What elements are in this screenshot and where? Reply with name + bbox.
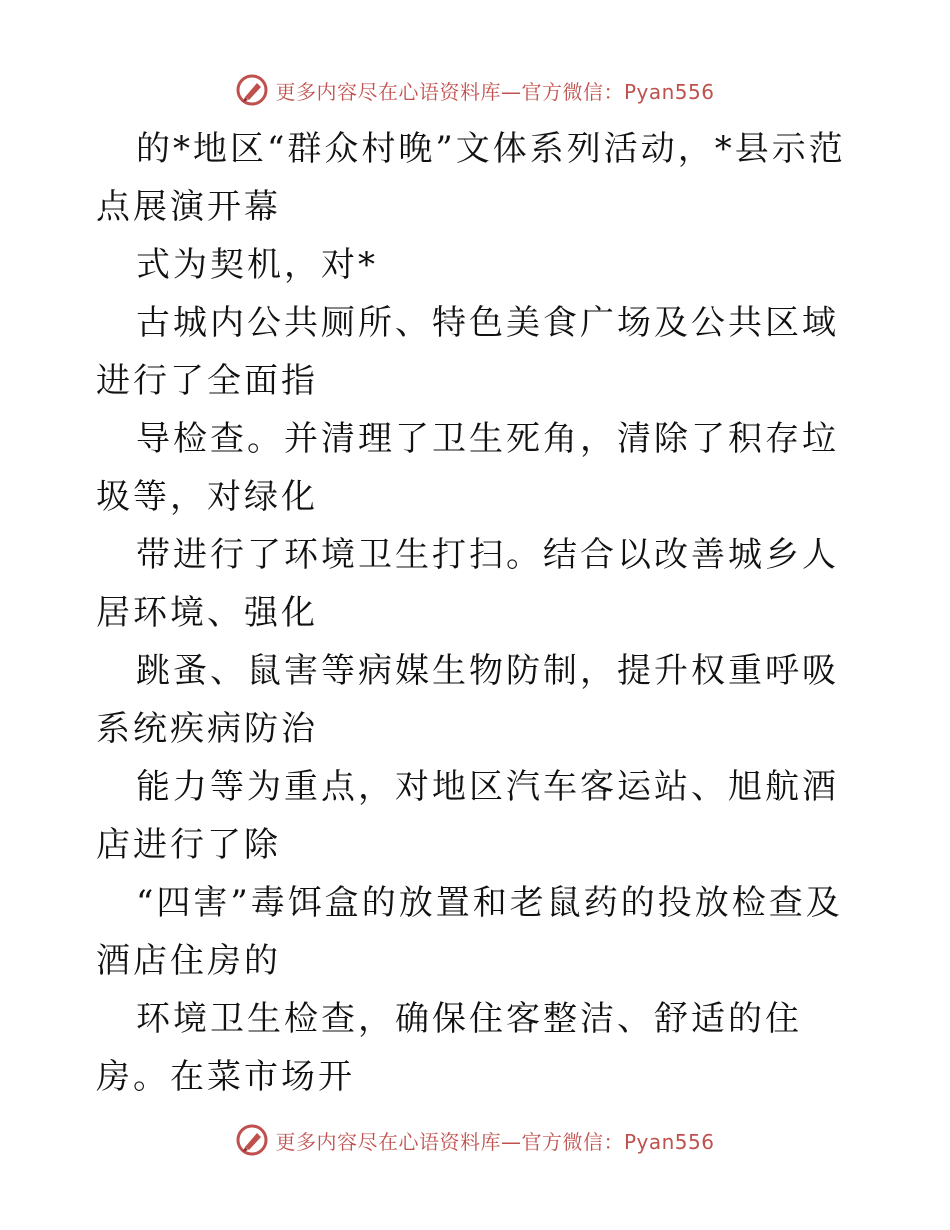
paragraph-2: 式为契机，对* bbox=[136, 245, 378, 285]
pen-logo-icon bbox=[235, 1123, 269, 1157]
paragraph-4: 导检查。并清理了卫生死角，清除了积存垃圾等，对绿化 bbox=[96, 419, 839, 517]
watermark-text: 更多内容尽在心语资料库—官方微信：Pyan556 bbox=[275, 1129, 715, 1154]
paragraph-3: 古城内公共厕所、特色美食广场及公共区域进行了全面指 bbox=[96, 303, 839, 401]
paragraph-1: 的*地区“群众村晚”文体系列活动，*县示范点展演开幕 bbox=[96, 129, 846, 227]
footer-watermark bbox=[0, 1120, 950, 1160]
header-watermark bbox=[0, 70, 950, 110]
paragraph-7: 能力等为重点，对地区汽车客运站、旭航酒店进行了除 bbox=[96, 767, 839, 865]
paragraph-8: “四害”毒饵盒的放置和老鼠药的投放检查及酒店住房的 bbox=[96, 883, 843, 981]
document-body bbox=[96, 120, 856, 1106]
paragraph-9: 环境卫生检查，确保住客整洁、舒适的住房。在菜市场开 bbox=[96, 999, 802, 1097]
paragraph-6: 跳蚤、鼠害等病媒生物防制，提升权重呼吸系统疾病防治 bbox=[96, 651, 839, 749]
paragraph-5: 带进行了环境卫生打扫。结合以改善城乡人居环境、强化 bbox=[96, 535, 839, 633]
watermark-text: 更多内容尽在心语资料库—官方微信：Pyan556 bbox=[275, 79, 715, 104]
pen-logo-icon bbox=[235, 73, 269, 107]
